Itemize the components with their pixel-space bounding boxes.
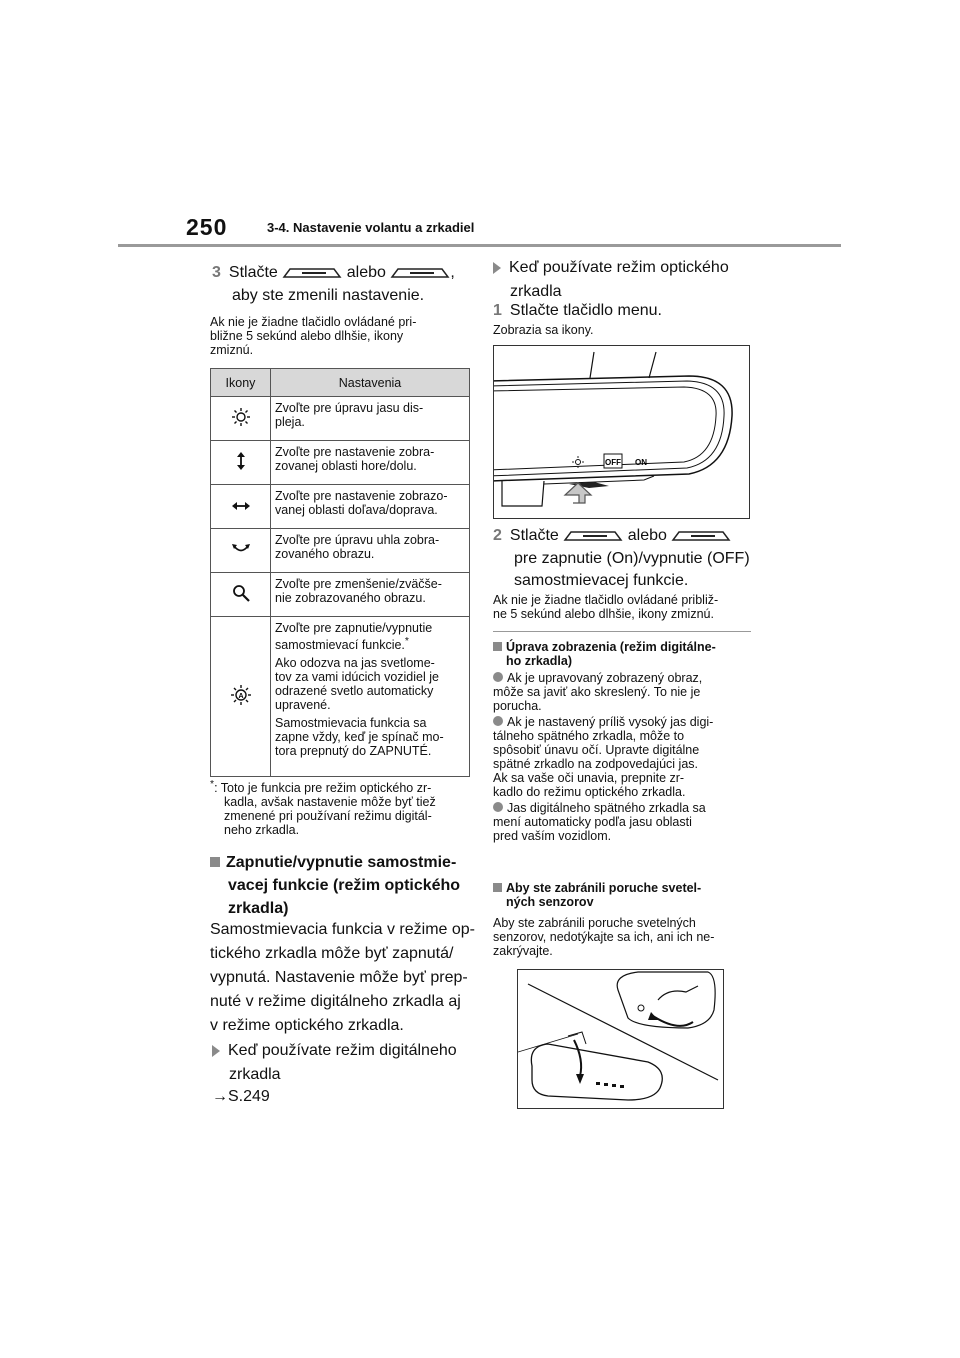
footnote-line [210,778,472,795]
mirror-menu-figure [493,345,750,519]
icon-cell [211,397,271,441]
list-item [493,715,758,799]
sub-text: Keď používate režim optického [509,259,729,276]
paragraph-sensors [493,916,758,958]
para-line: Aby ste zabránili poruche svetelných [493,916,696,930]
bullet-line: spätné zrkadlo na zodpovedajúci jas. [493,757,698,771]
cell-line: Zvoľte pre úpravu jasu dis- [275,401,424,415]
col-header-icons: Ikony [211,369,271,397]
list-item [493,801,758,843]
note-timeout [210,315,470,357]
para-line: vypnutá. Nastavenie môže byť prep- [210,969,468,986]
sub-line: zrkadla [510,283,562,300]
cell-para [275,656,465,712]
footnote-line: neho zrkadla. [224,823,300,838]
footnote-line: zmenené pri používaní režimu digitál- [224,809,432,824]
para-line: Samostmievacia funkcia v režime op- [210,921,475,938]
col-header-settings: Nastavenia [271,369,470,397]
page-number: 250 [186,214,228,240]
step-number: 2 [493,527,502,544]
note-line: bližne 5 sekúnd alebo dlhšie, ikony [210,329,404,343]
para-line: v režime optického zrkadla. [210,1017,404,1034]
cell-line: tov za vami idúcich vozidiel je [275,670,439,685]
cell-line: Zvoľte pre nastavenie zobrazo- [275,489,448,503]
list-item [493,671,758,713]
footnote-mark: * [210,779,215,790]
step-text: Stlačte [228,264,278,281]
cell-line: zapne vždy, keď je spínač mo- [275,730,444,745]
heading-line [493,881,758,895]
cell-line: zovanej oblasti hore/dolu. [275,459,417,473]
bullet-line: môže sa javiť ako skreslený. To nie je [493,685,701,699]
mirror-sensor-illustration [518,970,723,1108]
icons-table [210,368,470,777]
text-cell [271,573,470,617]
page-reference-link[interactable]: →S.249 [212,1088,270,1105]
square-bullet-icon [210,857,220,867]
footnote-text: : Toto je funkcia pre režim optického zr- [214,781,432,796]
cell-line: Zvoľte pre zapnutie/vypnutie [275,621,433,635]
cell-line: Ako odozva na jas svetlome- [275,656,435,671]
bullet-text: Ak je nastavený príliš vysoký jas digi- [507,715,714,729]
para-line: zakrývajte. [493,944,553,958]
note-line: zmiznú. [210,343,254,357]
step-2 [493,525,731,547]
para-line: nuté v režime digitálneho zrkadla aj [210,993,461,1010]
note-line: ne 5 sekúnd alebo dlhšie, ikony zmiznú. [493,607,714,621]
cell-line: odrazené svetlo automaticky [275,684,434,699]
brightness-icon [232,408,250,426]
note-line: Ak nie je žiadne tlačidlo ovládané pri- [210,315,417,329]
paragraph-auto-dimming [210,918,480,1038]
tilt-icon [231,543,251,555]
mirror-illustration [494,346,749,518]
footnote-line: kadla, avšak nastavenie môže byť tiež [224,795,436,810]
cell-line: tora prepnutý do ZAPNUTÉ. [275,744,432,759]
right-button-icon [671,530,731,542]
step-1 [493,300,662,322]
heading-line: vacej funkcie (režim optického [228,877,461,894]
cell-para [275,716,465,758]
text-cell [271,617,470,777]
auto-dimming-icon [231,685,251,705]
triangle-bullet-icon [212,1045,220,1057]
table-row [211,397,470,441]
sensor-figure [517,969,724,1109]
bullet-line: porucha. [493,699,542,713]
bullet-text: Ak je upravovaný zobrazený obraz, [507,671,703,685]
icon-cell [211,617,271,777]
footnote-mark: * [404,636,409,647]
bullet-text: Jas digitálneho spätného zrkadla sa [507,801,706,815]
cell-line: Zvoľte pre zmenšenie/zväčše- [275,577,442,591]
step-text: , [450,264,455,281]
step-text: Stlačte [509,527,559,544]
bullet-line: tálneho spätného zrkadla, môže to [493,729,685,743]
table-row [211,529,470,573]
section-title: 3-4. Nastavenie volantu a zrkadiel [267,220,475,235]
icon-cell [211,441,271,485]
table-row [211,617,470,777]
sub-line: zrkadla [229,1066,281,1083]
bullet-line: kadlo do režimu optického zrkadla. [493,785,686,799]
sub-line [212,1039,482,1063]
divider [493,631,751,632]
bullet-line: mení automaticky podľa jasu oblasti [493,815,692,829]
vertical-arrow-icon [236,452,246,470]
subheading-optical [493,256,763,304]
heading-line [210,851,480,874]
table-row [211,573,470,617]
bullet-icon [493,672,503,682]
cell-line: Zvoľte pre úpravu uhla zobra- [275,533,440,547]
bullet-line [507,671,758,685]
note-timeout-2 [493,593,753,621]
heading-text: Úprava zobrazenia (režim digitálne- [506,640,716,654]
subheading-digital [212,1039,482,1087]
zoom-icon [232,584,250,602]
footnote [210,778,472,837]
cell-line: Samostmievacia funkcia sa [275,716,427,731]
horizontal-arrow-icon [232,501,250,511]
note-line: Ak nie je žiadne tlačidlo ovládané približ- [493,593,719,607]
heading-line [493,640,758,654]
right-button-icon [390,267,450,279]
heading-text: Aby ste zabránili poruche svetel- [506,881,702,895]
heading-line: ných senzorov [506,895,594,909]
section-heading-optical [210,851,480,920]
icon-cell [211,485,271,529]
heading-text: Zapnutie/vypnutie samostmie- [226,854,457,871]
pointer-arrow-icon [574,1040,581,1076]
text-cell [271,529,470,573]
heading-light-sensors [493,881,758,909]
cell-line: upravené. [275,698,331,713]
cell-line: nie zobrazovaného obrazu. [275,591,426,605]
bullet-line [507,715,758,729]
header-rule [118,244,841,247]
sub-line [493,256,763,280]
sub-text: Keď používate režim digitálneho [228,1042,457,1059]
step-3-line2: aby ste zmenili nastavenie. [232,287,425,304]
heading-display-adjust [493,640,758,668]
cell-line [275,635,465,652]
triangle-bullet-icon [493,262,501,274]
step-text: alebo [627,527,667,544]
step-3 [212,262,455,284]
table-row [211,485,470,529]
bullet-icon [493,802,503,812]
text-cell [271,485,470,529]
cell-line: pleja. [275,415,305,429]
left-button-icon [563,530,623,542]
icon-cell [211,573,271,617]
table-row [211,441,470,485]
heading-line: ho zrkadla) [506,654,572,668]
bullet-line: spôsobiť únavu očí. Upravte digitálne [493,743,700,757]
cell-line: zovaného obrazu. [275,547,375,561]
bullet-line: Ak sa vaše oči unavia, prepnite zr- [493,771,685,785]
bullet-line [507,801,758,815]
bullet-icon [493,716,503,726]
square-bullet-icon [493,642,502,651]
bullet-line: pred vaším vozidlom. [493,829,612,843]
square-bullet-icon [493,883,502,892]
para-line: tického zrkadla môže byť zapnutá/ [210,945,454,962]
on-label: ON [635,458,647,467]
step-text: Stlačte tlačidlo menu. [509,302,662,319]
step-number: 3 [212,264,221,281]
text-cell [271,397,470,441]
off-label: OFF [605,458,621,467]
cell-text: samostmievací funkcie. [275,638,405,653]
pointer-arrow-icon [653,1016,693,1026]
step-number: 1 [493,302,502,319]
text-cell [271,441,470,485]
left-button-icon [282,267,342,279]
note-icons-appear: Zobrazia sa ikony. [493,323,594,337]
step-2-line2: pre zapnutie (On)/vypnutie (OFF) [514,550,750,567]
heading-line: zrkadla) [228,900,289,917]
step-2-line3: samostmievacej funkcie. [514,572,689,589]
cell-line: Zvoľte pre nastavenie zobra- [275,445,435,459]
step-text: alebo [346,264,386,281]
icon-cell [211,529,271,573]
bullet-list [493,671,758,843]
cell-line: vanej oblasti doľava/doprava. [275,503,438,517]
para-line: senzorov, nedotýkajte sa ich, ani ich ne- [493,930,715,944]
svg-text:A: A [237,693,244,700]
